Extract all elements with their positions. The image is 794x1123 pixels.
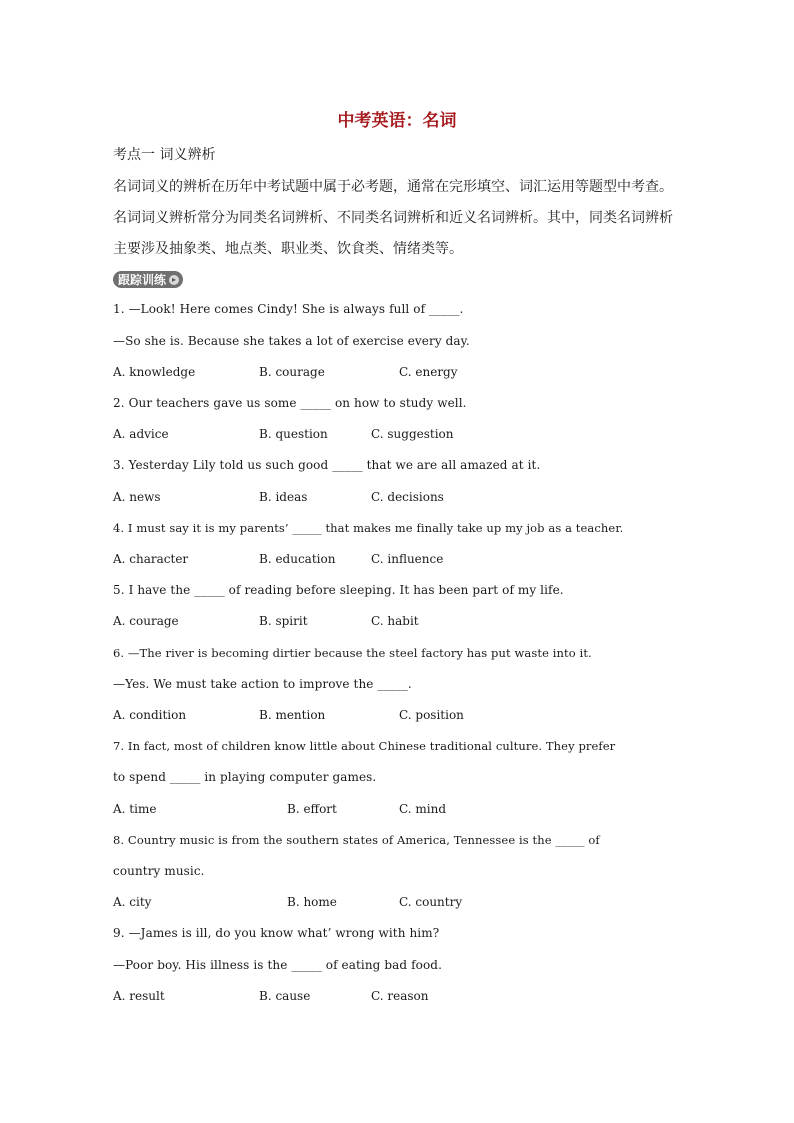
practice-badge-label: 跟踪训练	[118, 273, 167, 287]
question-1-line-2: —So she is. Because she takes a lot of exercise every day.	[113, 334, 470, 348]
question-9-line-1: 9. —James is ill, do you know what’ wrong with him?	[113, 926, 440, 940]
question-6-line-1: 6. —The river is becoming dirtier because the steel factory has put waste into it.	[113, 646, 592, 660]
question-5-option-b: B. spirit	[259, 614, 308, 628]
section-title: 考点一 词义辨析	[113, 147, 216, 163]
question-2-option-a: A. advice	[113, 427, 169, 441]
question-8-line-1: 8. Country music is from the southern states of America, Tennessee is the _____ of	[113, 833, 600, 847]
question-8-option-b: B. home	[287, 895, 337, 909]
question-2-line-1: 2. Our teachers gave us some _____ on how to study well.	[113, 396, 467, 410]
practice-badge	[113, 271, 183, 288]
question-1-option-a: A. knowledge	[113, 365, 196, 379]
question-7-option-a: A. time	[113, 802, 157, 816]
question-3-line-1: 3. Yesterday Lily told us such good _____ that we are all amazed at it.	[113, 458, 541, 472]
question-1-option-c: C. energy	[399, 365, 458, 379]
question-6-option-b: B. mention	[259, 708, 326, 722]
intro-paragraph: 名词词义的辨析在历年中考试题中属于必考题，通常在完形填空、词汇运用等题型中考查。名词词义辨析常分为同类名词辨析、不同类名词辨析和近义名词辨析。其中，同类名词辨析主要涉及抽象类、地点类、职业类、饮食类、情绪类等。	[113, 179, 673, 257]
page-title: 中考英语：名词	[337, 111, 457, 131]
question-4-option-c: C. influence	[371, 552, 444, 566]
question-5-line-1: 5. I have the _____ of reading before sleeping. It has been part of my life.	[113, 583, 564, 597]
question-7-option-c: C. mind	[399, 802, 447, 816]
question-5-option-a: A. courage	[113, 614, 179, 628]
question-4-option-a: A. character	[113, 552, 189, 566]
question-6-line-2: —Yes. We must take action to improve the _____.	[113, 677, 412, 691]
question-8-option-c: C. country	[399, 895, 463, 909]
question-8-line-2: country music.	[113, 864, 205, 878]
question-9-option-c: C. reason	[371, 989, 429, 1003]
question-9-option-a: A. result	[113, 989, 165, 1003]
question-3-option-b: B. ideas	[259, 490, 308, 504]
question-6-option-a: A. condition	[113, 708, 187, 722]
question-3-option-a: A. news	[113, 490, 161, 504]
arrow-circle-icon: ▸	[169, 275, 179, 285]
question-4-option-b: B. education	[259, 552, 336, 566]
question-9-line-2: —Poor boy. His illness is the _____ of eating bad food.	[113, 958, 442, 972]
question-1-option-b: B. courage	[259, 365, 325, 379]
question-7-option-b: B. effort	[287, 802, 337, 816]
question-2-option-c: C. suggestion	[371, 427, 454, 441]
question-8-option-a: A. city	[113, 895, 152, 909]
question-2-option-b: B. question	[259, 427, 328, 441]
question-7-line-2: to spend _____ in playing computer games.	[113, 770, 377, 784]
question-7-line-1: 7. In fact, most of children know little about Chinese traditional culture. They prefer	[113, 739, 616, 753]
question-4-line-1: 4. I must say it is my parents’ _____ that makes me finally take up my job as a teacher.	[113, 521, 624, 535]
question-5-option-c: C. habit	[371, 614, 419, 628]
question-6-option-c: C. position	[399, 708, 464, 722]
question-1-line-1: 1. —Look! Here comes Cindy! She is always full of _____.	[113, 302, 464, 316]
question-9-option-b: B. cause	[259, 989, 311, 1003]
question-3-option-c: C. decisions	[371, 490, 444, 504]
